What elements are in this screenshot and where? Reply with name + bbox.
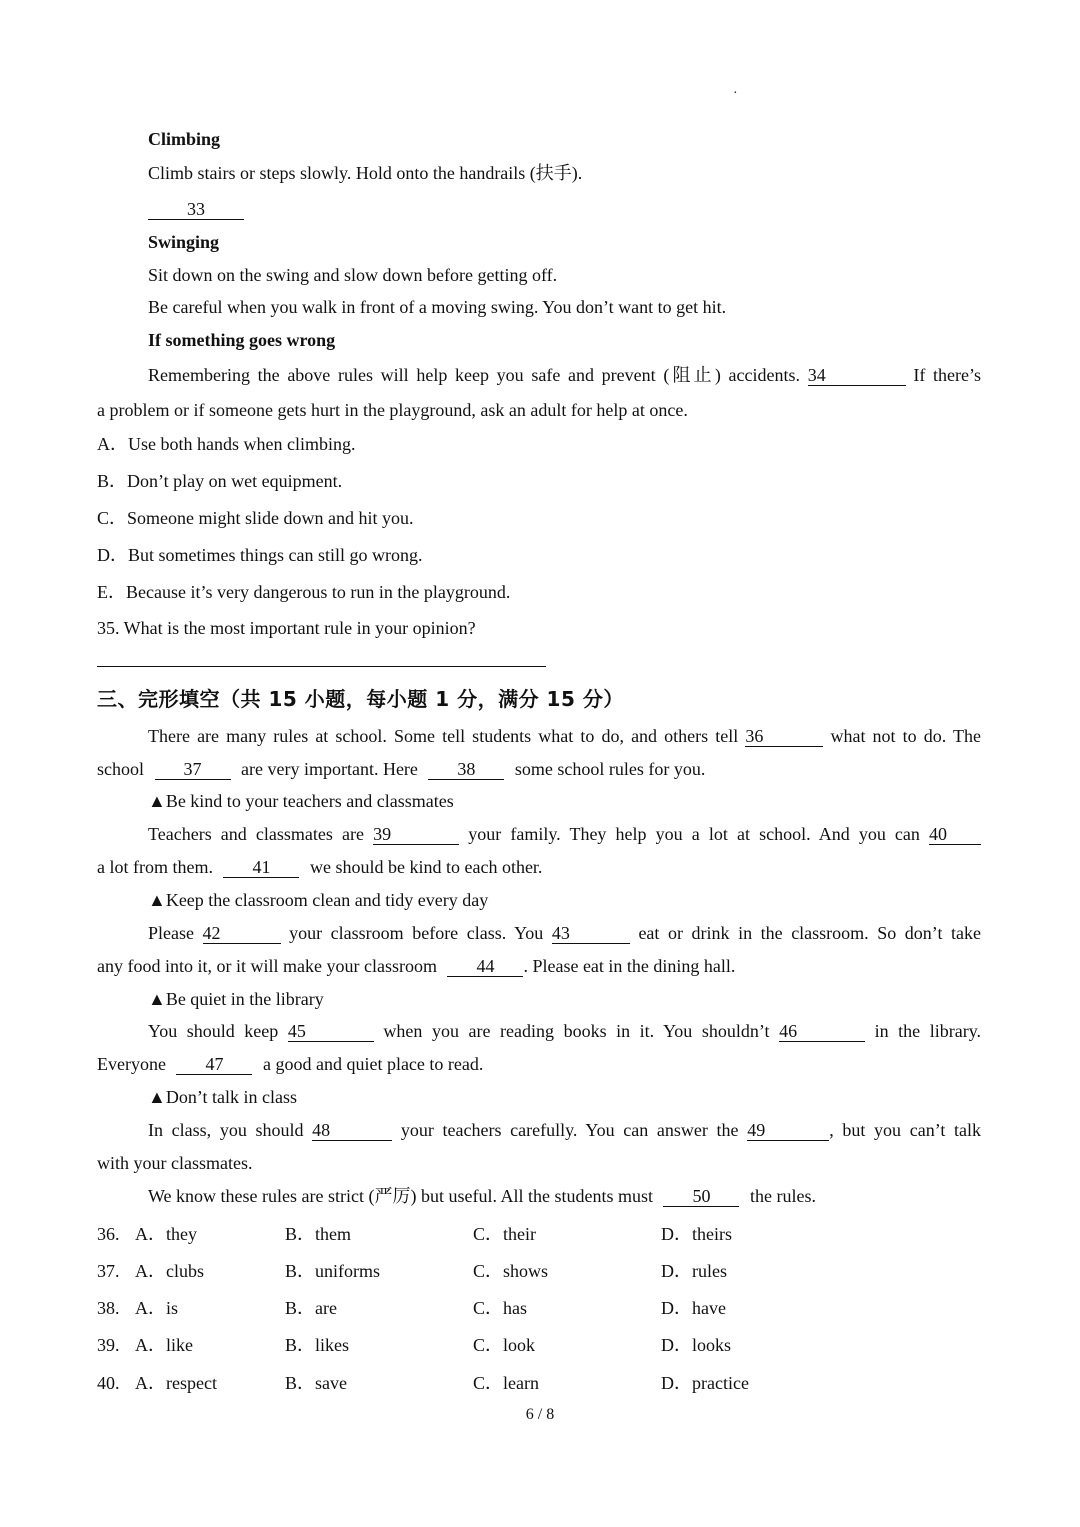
question-number: 39. <box>97 1335 120 1355</box>
passage-text: Everyone <box>97 1054 166 1074</box>
answer-blank-43[interactable]: 43 <box>552 923 630 944</box>
answer-blank-44[interactable]: 44 <box>447 956 523 977</box>
option-c[interactable]: C．learn <box>473 1373 539 1393</box>
passage-text: Teachers and classmates are <box>148 824 364 844</box>
answer-blank-33[interactable]: 33 <box>148 199 244 220</box>
choice-b: B．Don’t play on wet equipment. <box>97 471 343 491</box>
page-number: 6 / 8 <box>525 1406 555 1423</box>
answer-blank-34[interactable]: 34 <box>808 365 906 386</box>
wrong-text-c: a problem or if someone gets hurt in the playground, ask an adult for help at once. <box>97 400 688 420</box>
wrong-text-a: Remembering the above rules will help keep you safe and prevent (阻止) accidents. <box>148 365 800 385</box>
passage-text: what not to do. The <box>830 726 982 746</box>
option-d[interactable]: D．have <box>661 1298 726 1318</box>
option-c[interactable]: C．shows <box>473 1261 549 1281</box>
passage-line-11 <box>148 1185 816 1207</box>
blank-33-line <box>148 198 244 220</box>
choice-e: E．Because it’s very dangerous to run in the playground. <box>97 582 511 602</box>
answer-line-35[interactable] <box>97 666 546 667</box>
passage-text: Please <box>148 923 194 943</box>
answer-blank-47[interactable]: 47 <box>176 1054 252 1075</box>
passage-text: There are many rules at school. Some tell students what to do, and others tell <box>148 726 739 746</box>
swinging-text-2: Be careful when you walk in front of a moving swing. You don’t want to get hit. <box>148 297 727 317</box>
climbing-text: Climb stairs or steps slowly. Hold onto the handrails (扶手). <box>148 163 583 183</box>
option-b[interactable]: B．likes <box>285 1335 350 1355</box>
passage-text: your classroom before class. You <box>289 923 544 943</box>
passage-line-2 <box>97 758 705 780</box>
swinging-heading: Swinging <box>148 232 220 252</box>
answer-blank-37[interactable]: 37 <box>155 759 231 780</box>
option-row-39 <box>97 1334 997 1356</box>
subheading-keep-clean: ▲Keep the classroom clean and tidy every day <box>148 890 489 910</box>
passage-text: some school rules for you. <box>514 759 706 779</box>
answer-blank-42[interactable]: 42 <box>203 923 281 944</box>
option-a[interactable]: A．is <box>135 1298 179 1318</box>
option-c[interactable]: C．their <box>473 1224 536 1244</box>
option-c[interactable]: C．look <box>473 1335 536 1355</box>
section-title: 三、完形填空（共 15 小题，每小题 1 分，满分 15 分） <box>97 687 624 711</box>
option-a[interactable]: A．like <box>135 1335 193 1355</box>
passage-line-6 <box>97 955 735 977</box>
passage-line-8 <box>97 1053 483 1075</box>
answer-blank-40[interactable]: 40 <box>929 824 981 845</box>
passage-text: a lot from them. <box>97 857 213 877</box>
wrong-paragraph-line-1 <box>148 364 981 386</box>
option-b[interactable]: B．uniforms <box>285 1261 381 1281</box>
question-number: 38. <box>97 1298 120 1318</box>
passage-line-9 <box>148 1119 981 1141</box>
passage-text: You should keep <box>148 1021 279 1041</box>
option-b[interactable]: B．are <box>285 1298 337 1318</box>
passage-text: school <box>97 759 144 779</box>
option-d[interactable]: D．rules <box>661 1261 727 1281</box>
passage-line-1 <box>148 725 981 747</box>
option-row-37 <box>97 1260 997 1282</box>
passage-text: , but you can’t talk <box>829 1120 982 1140</box>
question-number: 37. <box>97 1261 120 1281</box>
option-d[interactable]: D．looks <box>661 1335 732 1355</box>
passage-line-10: with your classmates. <box>97 1153 253 1173</box>
subheading-be-quiet: ▲Be quiet in the library <box>148 989 324 1009</box>
option-a[interactable]: A．clubs <box>135 1261 204 1281</box>
answer-blank-49[interactable]: 49 <box>747 1120 829 1141</box>
option-d[interactable]: D．theirs <box>661 1224 732 1244</box>
passage-text: when you are reading books in it. You shouldn’t <box>383 1021 770 1041</box>
answer-blank-46[interactable]: 46 <box>779 1021 865 1042</box>
passage-text: in the library. <box>874 1021 982 1041</box>
choice-a: A．Use both hands when climbing. <box>97 434 356 454</box>
option-b[interactable]: B．save <box>285 1373 347 1393</box>
choice-c: C．Someone might slide down and hit you. <box>97 508 414 528</box>
answer-blank-39[interactable]: 39 <box>373 824 459 845</box>
option-c[interactable]: C．has <box>473 1298 527 1318</box>
passage-text: eat or drink in the classroom. So don’t take <box>638 923 982 943</box>
choice-d: D．But sometimes things can still go wrong. <box>97 545 423 565</box>
climbing-heading: Climbing <box>148 129 221 149</box>
passage-text: we should be kind to each other. <box>309 857 543 877</box>
option-row-36 <box>97 1223 997 1245</box>
option-row-40 <box>97 1372 997 1394</box>
option-b[interactable]: B．them <box>285 1224 351 1244</box>
answer-blank-50[interactable]: 50 <box>663 1186 739 1207</box>
option-d[interactable]: D．practice <box>661 1373 749 1393</box>
question-number: 36. <box>97 1224 120 1244</box>
stray-mark: · <box>733 86 738 101</box>
answer-blank-45[interactable]: 45 <box>288 1021 374 1042</box>
option-a[interactable]: A．respect <box>135 1373 217 1393</box>
passage-text: . Please eat in the dining hall. <box>523 956 736 976</box>
passage-text: any food into it, or it will make your classroom <box>97 956 437 976</box>
answer-blank-36[interactable]: 36 <box>745 726 823 747</box>
passage-line-7 <box>148 1020 981 1042</box>
passage-line-4 <box>97 856 542 878</box>
answer-blank-41[interactable]: 41 <box>223 857 299 878</box>
passage-line-3 <box>148 823 981 845</box>
passage-text: the rules. <box>749 1186 816 1206</box>
passage-text: We know these rules are strict (严厉) but useful. All the students must <box>148 1186 653 1206</box>
passage-text: your teachers carefully. You can answer the <box>400 1120 739 1140</box>
answer-blank-48[interactable]: 48 <box>312 1120 392 1141</box>
swinging-text-1: Sit down on the swing and slow down before getting off. <box>148 265 558 285</box>
option-a[interactable]: A．they <box>135 1224 197 1244</box>
question-number: 40. <box>97 1373 120 1393</box>
passage-text: your family. They help you a lot at school. And you can <box>468 824 920 844</box>
wrong-text-b: If there’s <box>913 365 982 385</box>
subheading-be-kind: ▲Be kind to your teachers and classmates <box>148 791 454 811</box>
answer-blank-38[interactable]: 38 <box>428 759 504 780</box>
wrong-heading: If something goes wrong <box>148 330 336 350</box>
passage-text: are very important. Here <box>241 759 418 779</box>
passage-text: In class, you should <box>148 1120 304 1140</box>
passage-line-5 <box>148 922 981 944</box>
option-row-38 <box>97 1297 997 1319</box>
question-35: 35. What is the most important rule in your opinion? <box>97 618 476 638</box>
subheading-dont-talk: ▲Don’t talk in class <box>148 1087 297 1107</box>
passage-text: a good and quiet place to read. <box>262 1054 484 1074</box>
